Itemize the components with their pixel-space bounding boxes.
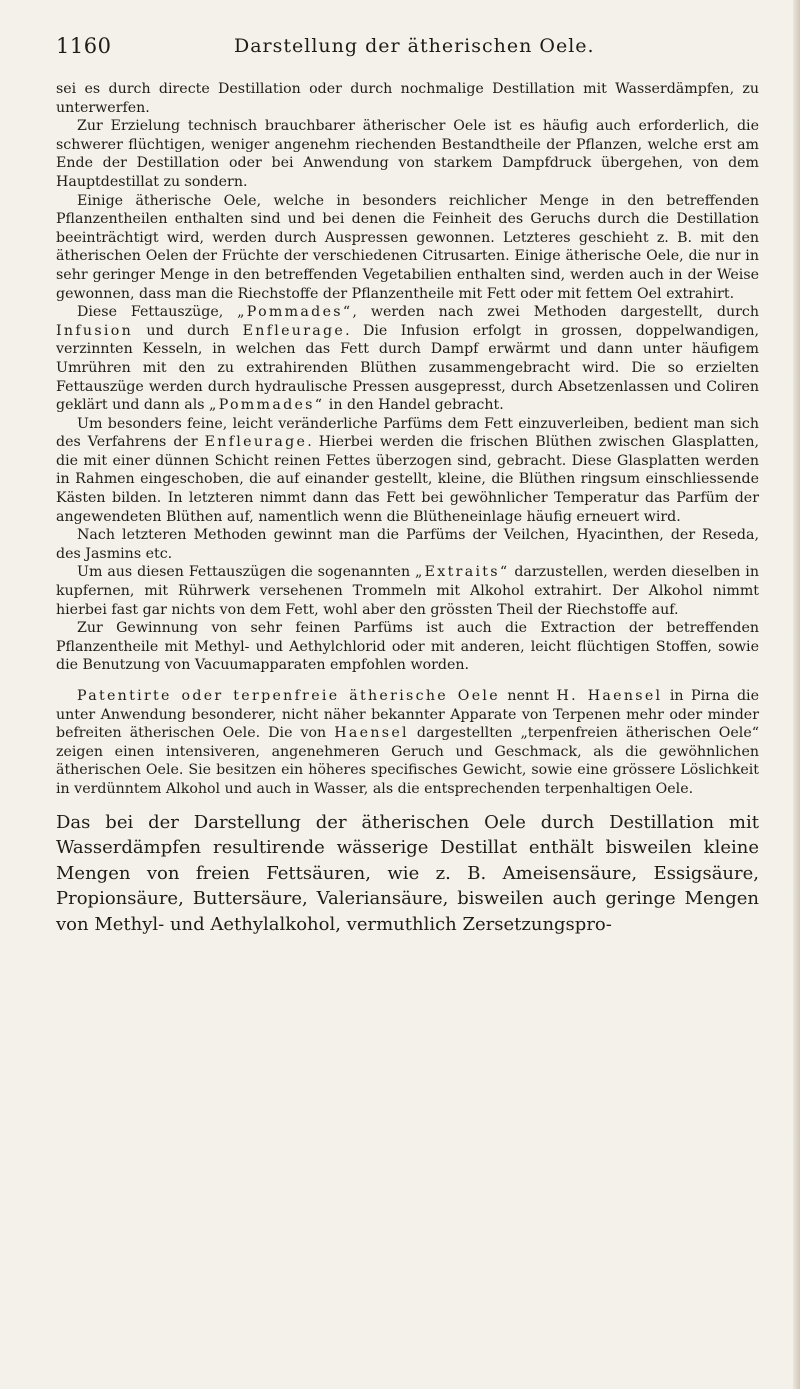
paragraph [56,80,759,117]
spaced-emphasis-text: „Pommades“ [209,397,325,414]
spaced-emphasis-text: Infusion [56,322,134,339]
paragraph [56,563,759,619]
spaced-emphasis-text: Haensel [334,725,409,742]
text-run: Zur Gewinnung von sehr feinen Parfüms ist auch die Extraction der betreffenden Pflanzentheile mit Methyl- und Aethylchlorid oder mit anderen, leicht flüchtigen Stoffen, sowie die Benutzung von Vacuumapparaten empfohlen worden. [56,620,759,674]
text-run: in den Handel gebracht. [324,397,504,414]
paragraph [56,687,759,799]
paragraph [56,810,759,938]
spaced-emphasis-text: „Extraits“ [415,564,510,581]
page-number: 1160 [56,34,112,58]
text-run: Um aus diesen Fettauszügen die sogenannten [77,564,415,581]
body-text [56,80,759,937]
running-head [56,34,756,64]
spaced-emphasis-text: Patentirte oder terpenfreie ätherische Oele [77,688,500,704]
running-title: Darstellung der ätherischen Oele. [234,35,595,57]
text-run: Zur Erzielung technisch brauchbarer ätherischer Oele ist es häufig auch erforderlich, die schwerer flüchtigen, weniger angenehm riechenden Bestandtheile der Pflanzen, welche erst am Ende der Destillation oder bei Anwendung von starkem Dampfdruck übergehen, von dem Hauptdestillat zu sondern. [56,118,759,190]
text-run: Das bei der Darstellung der ätherischen Oele durch Destillation mit Wasserdämpfen resultirende wässerige Destillat enthält bisweilen kleine Mengen von freien Fettsäuren, wie z. B. Ameisensäure, Essigsäure, Propionsäure, Buttersäure, Valeriansäure, bisweilen auch geringe Mengen von Methyl- und Aethylalkohol, vermuthlich Zersetzungspro- [56,811,759,935]
text-run: Diese Fettauszüge, [77,304,238,321]
paragraph [56,526,759,563]
paragraph [56,192,759,304]
text-run: nennt [499,688,557,704]
text-run: darzustellen, werden dieselben in kupfernen, mit Rührwerk versehenen Trommeln mit Alkohol extrahirt. Der Alkohol nimmt hierbei fast gar nichts von dem Fett, wohl aber den grössten Theil der Riechstoffe auf. [56,564,759,618]
spaced-emphasis-text: „Pommades“ [237,304,353,321]
text-run: und durch [133,322,243,339]
text-run: Um besonders feine, leicht veränderliche Parfüms dem Fett einzuverleiben, bedient man sich des Verfahrens der [56,415,759,451]
page-edge [793,0,800,1389]
text-run: Einige ätherische Oele, welche in besonders reichlicher Menge in den betreffenden Pflanzentheilen enthalten sind und bei denen die Feinheit des Geruchs durch die Destillation beeinträchtigt wird, werden durch Auspressen gewonnen. Letzteres geschieht z. B. mit den ätherischen Oelen der Früchte der verschiedenen Citrusarten. Einige ätherische Oele, die nur in sehr geringer Menge in den betreffenden Vegetabilien enthalten sind, werden auch in der Weise gewonnen, dass man die Riechstoffe der Pflanzentheile mit Fett oder mit fettem Oel extrahirt. [56,192,759,302]
text-run: , werden nach zwei Methoden dargestellt, durch [352,304,759,321]
paragraph [56,619,759,675]
spaced-emphasis-text: Enfleurage [204,434,308,451]
text-run: . Die Infusion erfolgt in grossen, doppelwandigen, verzinnten Kesseln, in welchen das Fett durch Dampf erwärmt und dann unter häufigem Umrühren mit den zu extrahirenden Blüthen zusammengebracht wird. Die so erzielten Fettauszüge werden durch hydraulische Pressen ausgepresst, durch Absetzenlassen und Coliren geklärt und dann als [56,322,759,414]
spaced-emphasis-text: H. Haensel [556,688,663,704]
text-run: sei es durch directe Destillation oder durch nochmalige Destillation mit Wasserdämpfen, zu unterwerfen. [56,81,759,116]
text-run: dargestellten „terpenfreien ätherischen Oele“ zeigen einen intensiveren, angenehmeren Geruch und Geschmack, als die gewöhnlichen ätherischen Oele. Sie besitzen ein höheres specifisches Gewicht, sowie eine grössere Löslichkeit in verdünntem Alkohol und auch in Wasser, als die entsprechenden terpenhaltigen Oele. [56,725,759,797]
spaced-emphasis-text: Enfleurage [242,322,346,339]
paragraph [56,117,759,191]
paragraph [56,303,759,415]
text-run: Nach letzteren Methoden gewinnt man die Parfüms der Veilchen, Hyacinthen, der Reseda, des Jasmins etc. [56,527,759,562]
text-run: . Hierbei werden die frischen Blüthen zwischen Glasplatten, die mit einer dünnen Schicht reinen Fettes überzogen sind, gebracht. Diese Glasplatten werden in Rahmen eingeschoben, die auf einander gestellt, kleine, die Blüthen ringsum einschliessende Kästen bilden. In letzteren nimmt dann das Fett bei gewöhnlicher Temperatur das Parfüm der angewendeten Blüthen auf, namentlich wenn die Blütheneinlage häufig erneuert wird. [56,434,759,525]
text-run: in Pirna die unter Anwendung besonderer, nicht näher bekannter Apparate von Terpenen mehr oder minder befreiten ätherischen Oele. Die von [56,688,759,742]
paragraph [56,415,759,527]
